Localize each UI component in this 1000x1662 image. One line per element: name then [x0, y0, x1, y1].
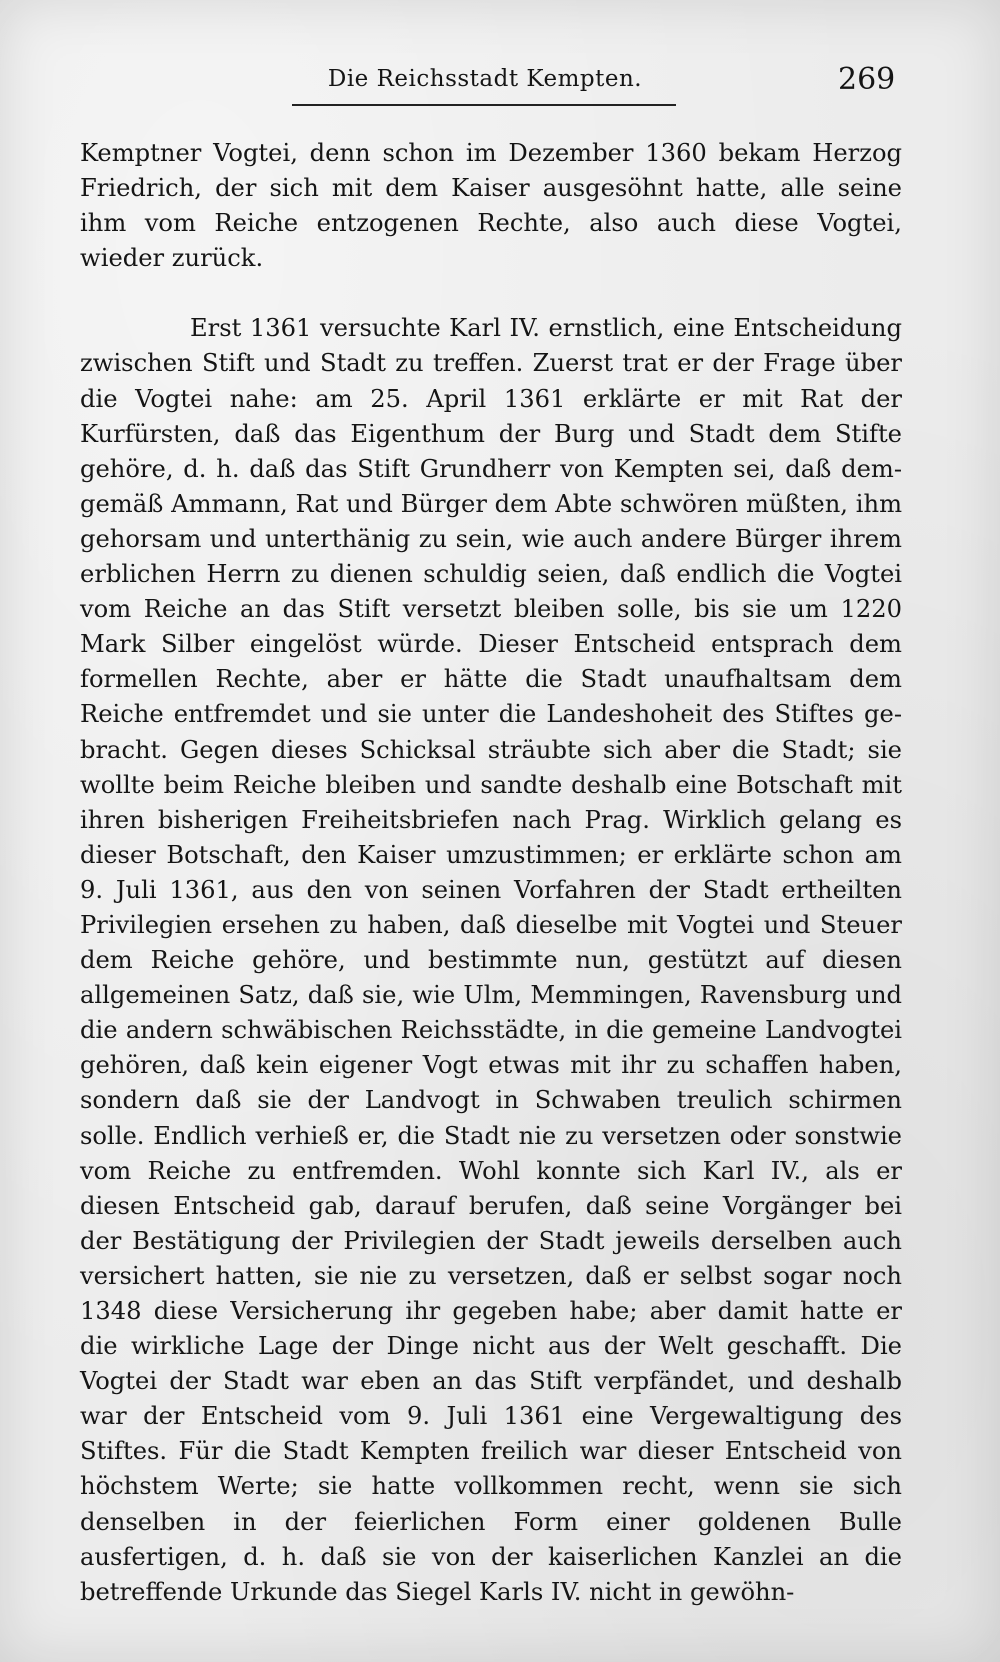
paragraph-main: Erst 1361 versuchte Karl IV. ernstlich, eine Entscheidung zwischen Stift und Stadt zu treffen. Zuerst trat er der Frage über die Vogtei nahe: am 25. April 1361 erklärte er mit Rat der Kurfürsten, daß das Eigenthum der Burg und Stadt dem Stifte gehöre, d. h. daß das Stift Grundherr von Kempten sei, daß demgemäß Ammann, Rat und Bürger dem Abte schwören müßten, ihm gehorsam und unterthänig zu sein, wie auch andere Bürger ihrem erblichen Herrn zu dienen schuldig seien, daß endlich die Vogtei vom Reiche an das Stift versetzt bleiben solle, bis sie um 1220 Mark Silber eingelöst würde. Dieser Entscheid entsprach dem formellen Rechte, aber er hätte die Stadt unaufhaltsam dem Reiche entfremdet und sie unter die Landeshoheit des Stiftes gebracht. Gegen dieses Schicksal sträubte sich aber die Stadt; sie wollte beim Reiche bleiben und sandte deshalb eine Botschaft mit ihren bisherigen Freiheitsbriefen nach Prag. Wirklich gelang es dieser Botschaft, den Kaiser umzustimmen; er erklärte schon am 9. Juli 1361, aus den von seinen Vorfahren der Stadt ertheilten Privilegien ersehen zu haben, daß dieselbe mit Vogtei und Steuer dem Reiche gehöre, und bestimmte nun, gestützt auf diesen allgemeinen Satz, daß sie, wie Ulm, Memmingen, Ravensburg und die andern schwäbischen Reichsstädte, in die gemeine Landvogtei gehören, daß kein eigener Vogt etwas mit ihr zu schaffen haben, sondern daß sie der Landvogt in Schwaben treulich schirmen solle. Endlich verhieß er, die Stadt nie zu versetzen oder sonstwie vom Reiche zu entfremden. Wohl konnte sich Karl IV., als er diesen Entscheid gab, darauf berufen, daß seine Vorgänger bei der Bestätigung der Privilegien der Stadt jeweils derselben auch versichert hatten, sie nie zu versetzen, daß er selbst sogar noch 1348 diese Versicherung ihr gegeben habe; aber damit hatte er die wirkliche Lage der Dinge nicht aus der Welt geschafft. Die Vogtei der Stadt war eben an das Stift verpfändet, und deshalb war der Entscheid vom 9. Juli 1361 eine Vergewaltigung des Stiftes. Für die Stadt Kempten freilich war dieser Entscheid von höchstem Werte; sie hatte vollkommen recht, wenn sie sich denselben in der feierlichen Form einer goldenen Bulle ausfertigen, d. h. daß sie von der kaiserlichen Kanzlei an die betreffende Urkunde das Siegel Karls IV. nicht in gewöhn-	[80, 314, 902, 1606]
page-number: 269	[838, 62, 896, 97]
body-text	[80, 136, 902, 1610]
running-head	[0, 62, 1000, 102]
running-title: Die Reichsstadt Kempten.	[327, 66, 643, 92]
header-rule	[292, 104, 676, 106]
paragraph-continuation: Kemptner Vogtei, denn schon im Dezember 1360 bekam Herzog Friedrich, der sich mit dem Kaiser ausgesöhnt hatte, alle seine ihm vom Reiche entzogenen Rechte, also auch diese Vogtei, wieder zurück.	[80, 139, 902, 273]
